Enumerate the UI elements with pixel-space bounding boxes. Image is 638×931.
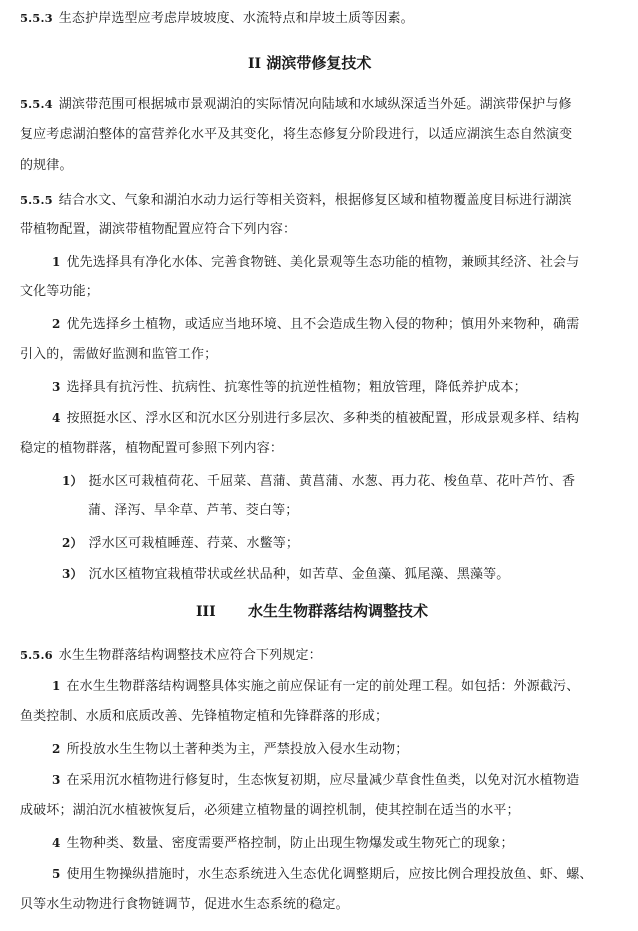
item-number: 3: [52, 773, 61, 787]
list-item-continuation: 稳定的植物群落，植物配置可参照下列内容：: [20, 441, 284, 456]
sub-item-number: 3）: [62, 567, 83, 581]
clause-5-5-5-line-2: 带植物配置，湖滨带植物配置应符合下列内容：: [20, 222, 297, 237]
list-item-continuation: 鱼类控制、水质和底质改善、先锋植物定植和先锋群落的形成；: [20, 709, 389, 724]
clause-text: 结合水文、气象和湖泊水动力运行等相关资料，根据修复区域和植物覆盖度目标进行湖滨: [58, 193, 572, 208]
item-text: 选择具有抗污性、抗病性、抗寒性等的抗逆性植物；粗放管理，降低养护成本；: [66, 380, 527, 395]
clause-5-5-5-line-1: [20, 191, 572, 210]
sub-list-item: [62, 565, 509, 584]
list-item: [52, 378, 527, 397]
item-number: 2: [52, 317, 61, 331]
list-item: [52, 771, 579, 790]
clause-5-5-6-line-1: [20, 646, 322, 665]
list-item: [52, 409, 579, 428]
clause-number: 5.5.4: [20, 97, 53, 111]
list-item-continuation: 引入的，需做好监测和监管工作；: [20, 347, 218, 362]
section-heading-ii: [248, 53, 371, 74]
sub-list-item: [62, 534, 299, 553]
sub-item-number: 1）: [62, 474, 83, 488]
list-item-continuation: 成破坏；湖泊沉水植被恢复后，必须建立植物量的调控机制，使其控制在适当的水平；: [20, 803, 520, 818]
clause-5-5-4-line-2: 复应考虑湖泊整体的富营养化水平及其变化，将生态修复分阶段进行，以适应湖滨生态自然演变: [20, 127, 573, 142]
list-item: [52, 865, 593, 884]
item-text: 所投放水生生物以土著种类为主，严禁投放入侵水生动物；: [66, 742, 409, 757]
sub-item-text: 浮水区可栽植睡莲、荇菜、水鳖等；: [88, 536, 300, 551]
sub-list-item-continuation: 蒲、泽泻、旱伞草、芦苇、茭白等；: [88, 503, 299, 518]
sub-item-text: 挺水区可栽植荷花、千屈菜、菖蒲、黄菖蒲、水葱、再力花、梭鱼草、花叶芦竹、香: [88, 474, 576, 489]
item-number: 4: [52, 411, 61, 425]
sub-item-number: 2）: [62, 536, 83, 550]
item-text: 使用生物操纵措施时，水生态系统进入生态优化调整期后，应按比例合理投放鱼、虾、螺、: [66, 867, 593, 882]
list-item: [52, 315, 579, 334]
clause-number: 5.5.3: [20, 11, 53, 25]
clause-5-5-3: [20, 9, 414, 28]
clause-5-5-4-line-3: 的规律。: [20, 158, 73, 173]
item-text: 优先选择乡土植物，或适应当地环境、且不会造成生物入侵的物种；慎用外来物种，确需: [66, 317, 580, 332]
section-number: III: [196, 604, 216, 620]
section-title: 水生生物群落结构调整技术: [248, 602, 429, 620]
list-item: [52, 677, 579, 696]
list-item: [52, 253, 579, 272]
item-number: 3: [52, 380, 61, 394]
item-number: 1: [52, 679, 61, 693]
list-item: [52, 834, 514, 853]
section-title: 湖滨带修复技术: [266, 54, 372, 72]
clause-number: 5.5.6: [20, 648, 53, 662]
list-item-continuation: 贝等水生动物进行食物链调节，促进水生态系统的稳定。: [20, 897, 349, 912]
clause-5-5-4-line-1: [20, 95, 572, 114]
clause-text: 生态护岸选型应考虑岸坡坡度、水流特点和岸坡土质等因素。: [58, 11, 414, 26]
item-text: 生物种类、数量、密度需要严格控制，防止出现生物爆发或生物死亡的现象；: [66, 836, 514, 851]
item-number: 4: [52, 836, 61, 850]
sub-item-text: 沉水区植物宜栽植带状或丝状品种，如苦草、金鱼藻、狐尾藻、黑藻等。: [88, 567, 510, 582]
clause-text: 水生生物群落结构调整技术应符合下列规定：: [58, 648, 322, 663]
sub-list-item: [62, 472, 575, 491]
item-number: 2: [52, 742, 61, 756]
item-text: 在采用沉水植物进行修复时，生态恢复初期，应尽量减少草食性鱼类，以免对沉水植物造: [66, 773, 580, 788]
clause-number: 5.5.5: [20, 193, 53, 207]
section-number: II: [248, 56, 262, 72]
list-item: [52, 740, 408, 759]
item-text: 按照挺水区、浮水区和沉水区分别进行多层次、多种类的植被配置，形成景观多样、结构: [66, 411, 580, 426]
item-number: 1: [52, 255, 61, 269]
section-heading-iii: [196, 601, 428, 622]
clause-text: 湖滨带范围可根据城市景观湖泊的实际情况向陆域和水域纵深适当外延。湖滨带保护与修: [58, 97, 572, 112]
item-text: 优先选择具有净化水体、完善食物链、美化景观等生态功能的植物，兼顾其经济、社会与: [66, 255, 580, 270]
item-number: 5: [52, 867, 61, 881]
list-item-continuation: 文化等功能；: [20, 284, 99, 299]
item-text: 在水生生物群落结构调整具体实施之前应保证有一定的前处理工程。如包括：外源截污、: [66, 679, 580, 694]
